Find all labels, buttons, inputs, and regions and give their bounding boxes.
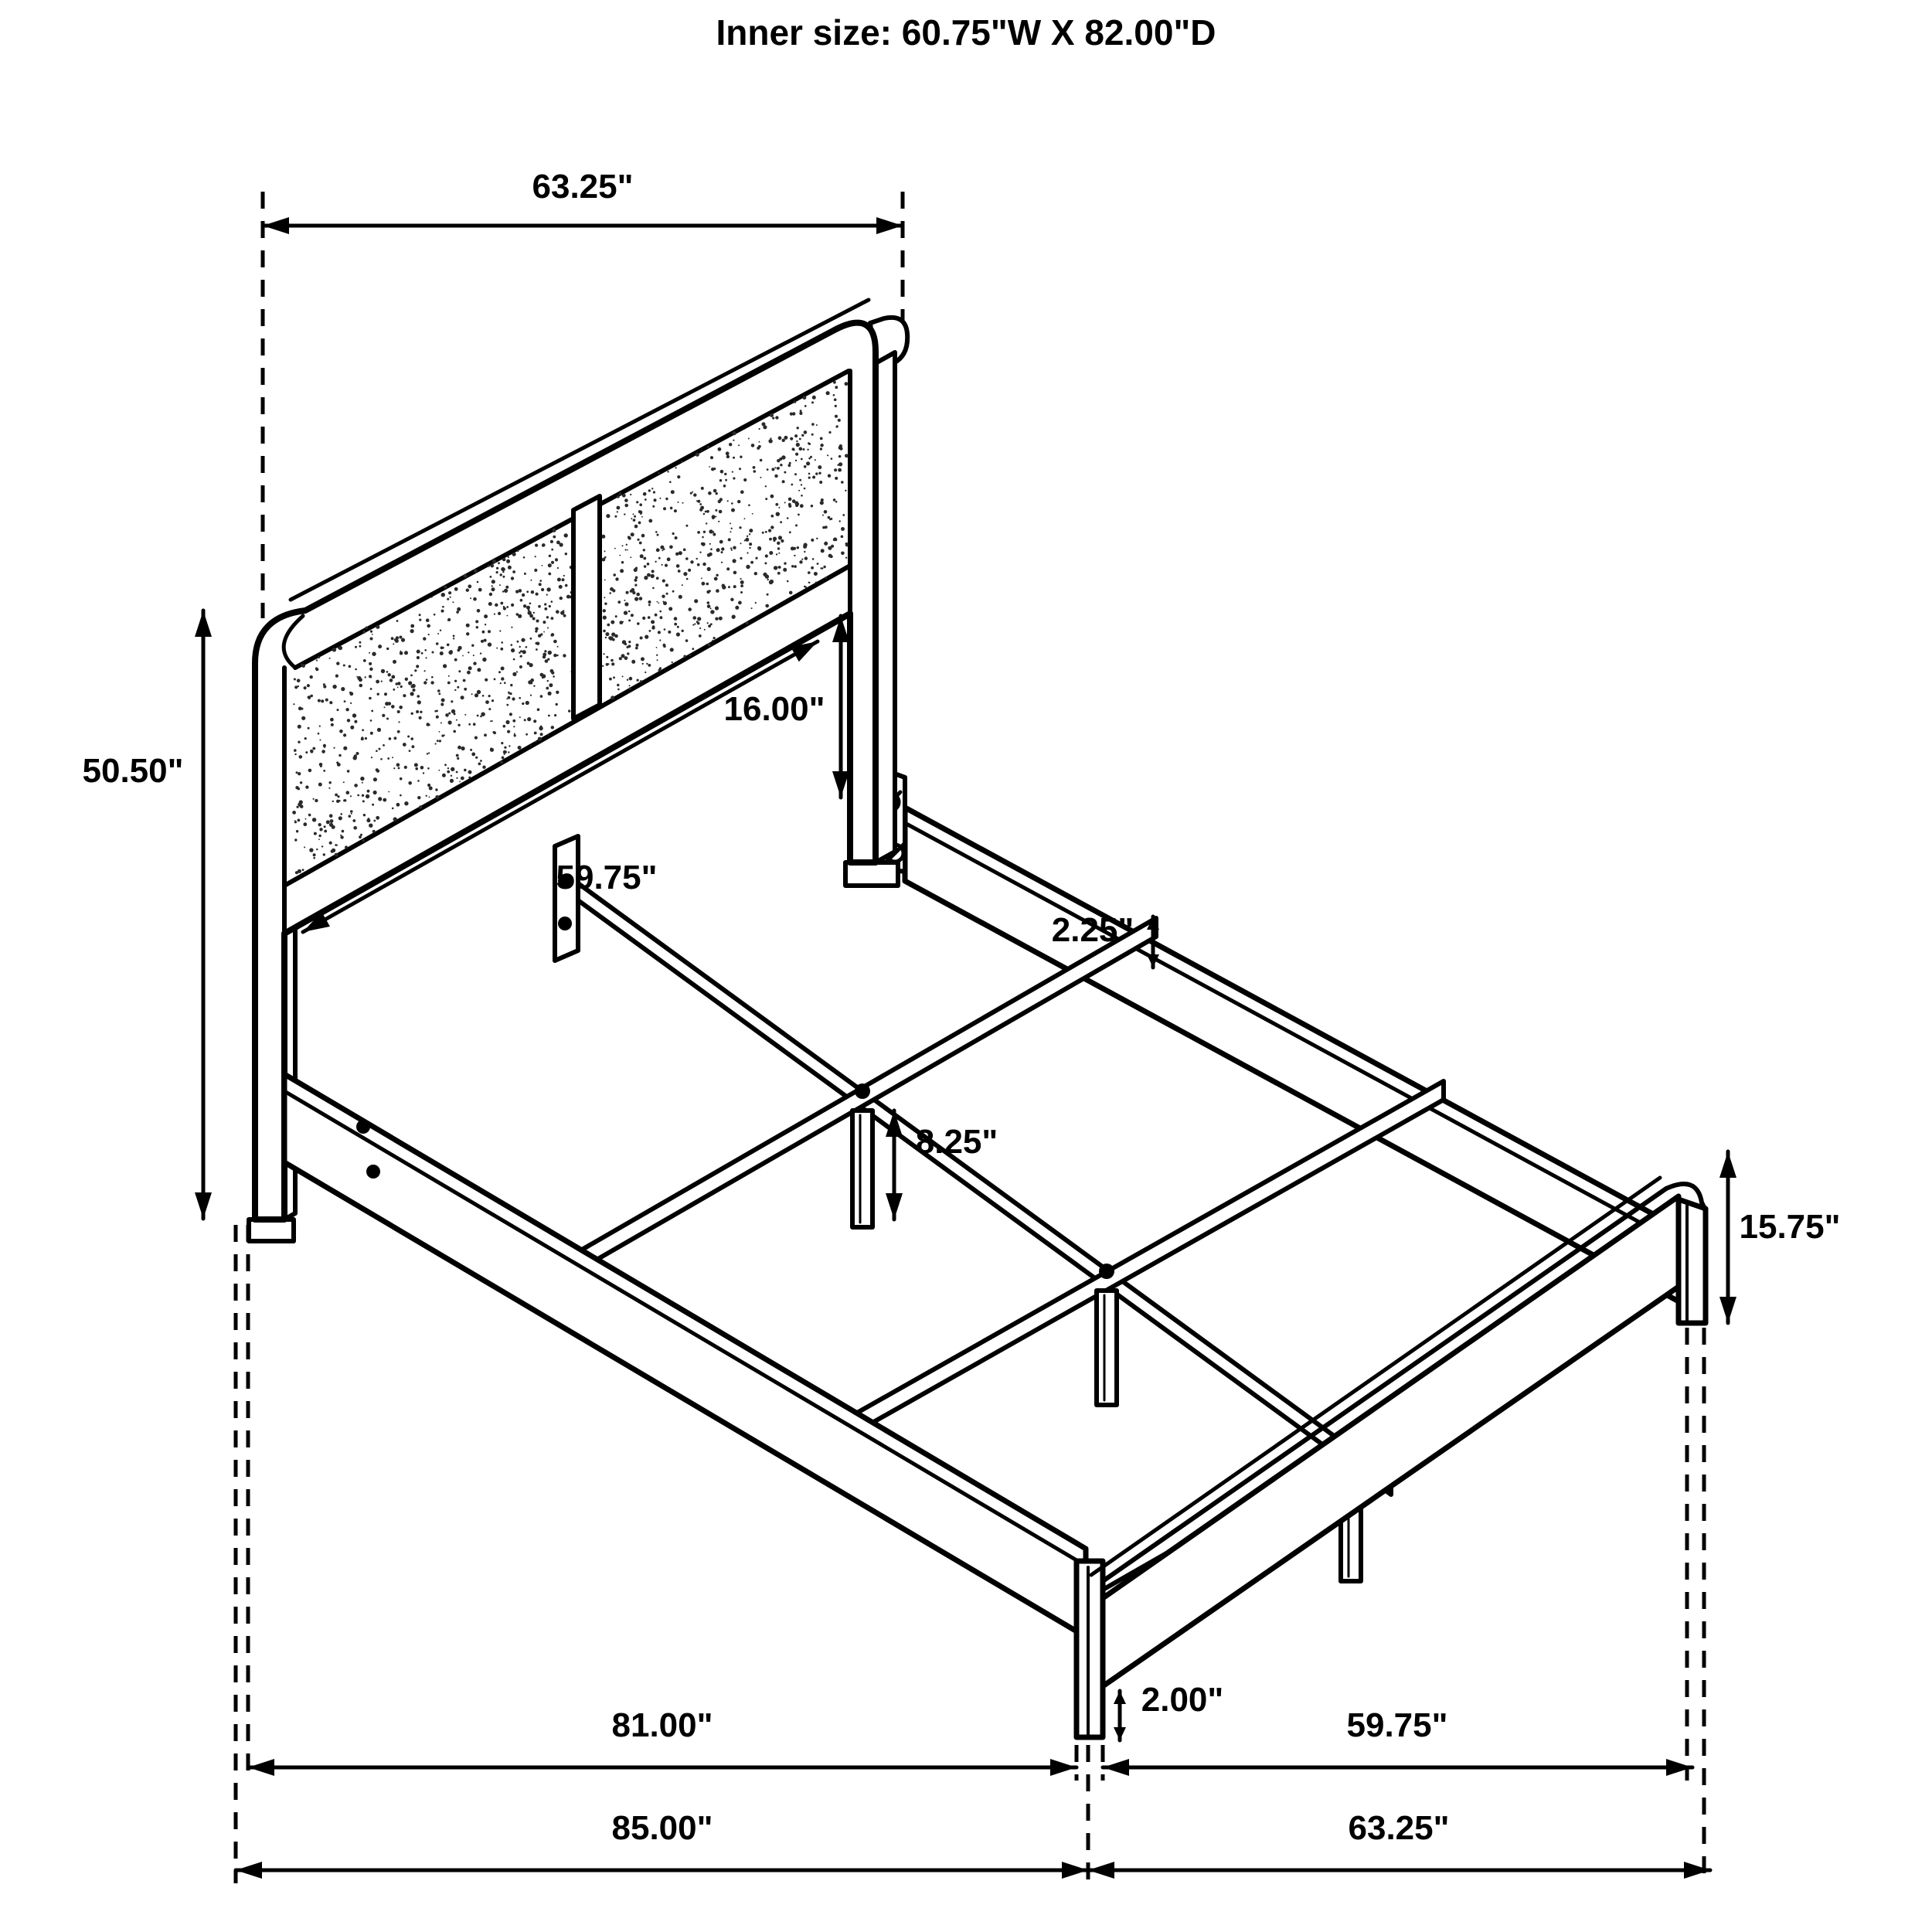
bolt-dot [1099,1264,1114,1279]
bolt-dot [366,1165,380,1179]
dimension-label-headboard-width: 63.25" [532,168,634,206]
dimension-label-foot-leg-height: 2.00" [1141,1681,1224,1719]
dimension-label-headboard-height: 50.50" [82,752,184,790]
dimension-label-footboard-width: 63.25" [1348,1809,1450,1847]
center-rail-head-bracket [555,836,578,961]
bolt-dot [855,1083,870,1099]
support-leg-1 [852,1111,872,1227]
left-post-foot [249,1219,294,1241]
dimension-label-footboard-inner-width: 59.75" [1346,1706,1448,1744]
foot-far-leg [1679,1199,1706,1323]
bolt-dot [356,1120,370,1134]
dimension-label-footboard-height: 15.75" [1739,1208,1841,1246]
page-title: Inner size: 60.75"W X 82.00"D [716,12,1216,53]
center-stile [573,496,600,719]
right-post-foot [845,862,898,886]
bolt-dot [558,917,572,930]
dimension-label-overall-length: 85.00" [611,1809,713,1847]
dimension-label-rail-length: 81.00" [611,1706,713,1744]
dimension-label-panel-to-rail: 16.00" [723,690,825,728]
dimension-label-side-rail-lip: 2.25" [1051,911,1134,949]
support-leg-2 [1097,1291,1117,1405]
dimension-label-support-leg-height: 8.25" [915,1123,998,1161]
dimension-label-headboard-inner-width: 59.75" [556,859,658,896]
